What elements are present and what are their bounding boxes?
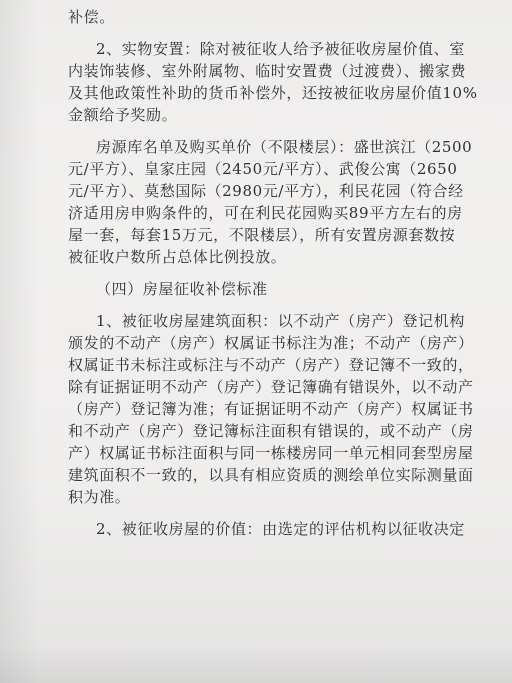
- paragraph-house-value: [68, 518, 465, 540]
- paragraph-housing-list: [68, 136, 473, 268]
- page-shadow-left: [0, 0, 40, 683]
- text-line: （房产）登记簿为准；有证据证明不动产（房产）权属证书: [68, 400, 474, 418]
- text-line: 元/平方）、莫愁国际（2980元/平方），利民花园（符合经: [68, 182, 464, 200]
- text-line: 和不动产（房产）登记簿标注面积有错误的，或不动产（房: [68, 422, 474, 440]
- text-line: 被征收户数所占总体比例投放。: [68, 248, 287, 266]
- text-line: 2、被征收房屋的价值：由选定的评估机构以征收决定: [96, 520, 465, 538]
- text-line: 房源库名单及购买单价（不限楼层）：盛世滨江（2500: [96, 138, 473, 156]
- text-line: 积为准。: [68, 488, 131, 506]
- document-body: [68, 6, 478, 540]
- text-line: 2、实物安置：除对被征收人给予被征收房屋价值、室: [96, 40, 465, 58]
- text-line: 金额给予奖励。: [68, 106, 178, 124]
- paragraph-in-kind-resettlement: [68, 38, 478, 126]
- paragraph-compensation-end: [68, 6, 454, 28]
- text-line: 及其他政策性补助的货币补偿外，还按被征收房屋价值10%: [68, 84, 478, 102]
- text-line: 产）权属证书标注面积与同一栋楼房同一单元相同套型房屋: [68, 444, 474, 462]
- paragraph-building-area: [68, 310, 474, 508]
- text-line: 补偿。: [68, 8, 115, 26]
- text-line: 1、被征收房屋建筑面积：以不动产（房产）登记机构: [96, 312, 465, 330]
- page-shadow-bottom: [0, 643, 512, 683]
- text-line: 济适用房申购条件的，可在利民花园购买89平方左右的房: [68, 204, 463, 222]
- text-line: 内装饰装修、室外附属物、临时安置费（过渡费）、搬家费: [68, 62, 467, 80]
- text-line: 元/平方）、皇家庄园（2450元/平方）、武俊公寓（2650: [68, 160, 458, 178]
- text-line: 除有证据证明不动产（房产）登记簿确有错误外，以不动产: [68, 378, 474, 396]
- text-line: 权属证书未标注或标注与不动产（房产）登记簿不一致的，: [68, 356, 474, 374]
- section-heading: [68, 278, 454, 300]
- text-line: 屋一套，每套15万元，不限楼层），所有安置房源套数按: [68, 226, 456, 244]
- section-heading-text: （四）房屋征收补偿标准: [96, 280, 268, 298]
- text-line: 建筑面积不一致的，以具有相应资质的测绘单位实际测量面: [68, 466, 474, 484]
- text-line: 颁发的不动产（房产）权属证书标注为准；不动产（房产）: [68, 334, 474, 352]
